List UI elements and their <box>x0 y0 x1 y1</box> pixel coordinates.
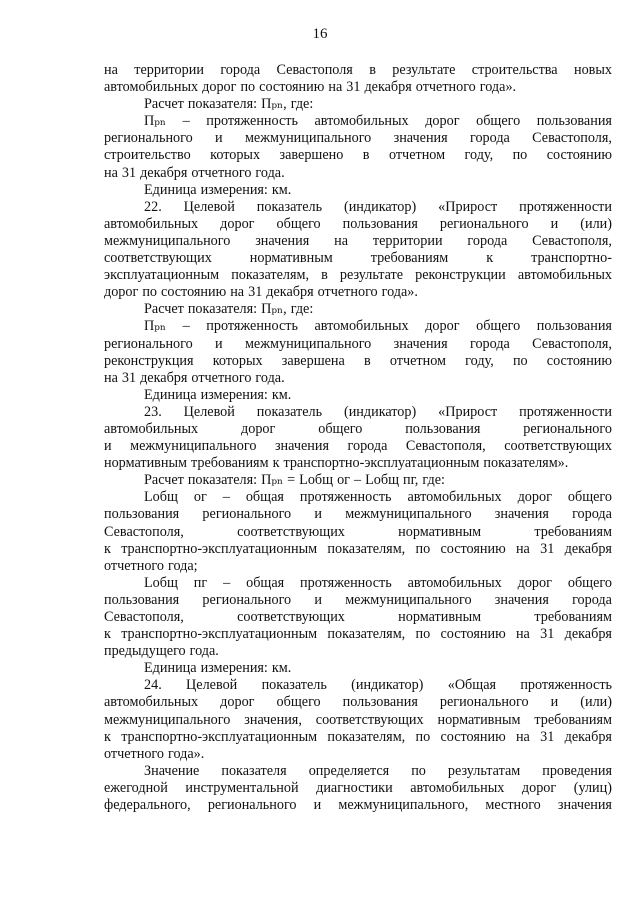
text-line: 24. Целевой показатель (индикатор) «Общая протяженность <box>144 677 612 694</box>
text-line: к транспортно-эксплуатационным показателям, по состоянию на 31 декабря <box>104 540 612 557</box>
text-line: Lобщ ог – общая протяженность автомобильных дорог общего <box>144 489 612 506</box>
text-line: отчетного года». <box>104 745 205 762</box>
text-line: реконструкция которых завершена в отчетном году, по состоянию <box>104 352 612 369</box>
text-line: к транспортно-эксплуатационным показателям, по состоянию на 31 декабря <box>104 626 612 643</box>
text-line: на 31 декабря отчетного года. <box>104 369 285 386</box>
text-line: автомобильных дорог общего пользования регионального и (или) <box>104 694 612 711</box>
text-line: Lобщ пг – общая протяженность автомобильных дорог общего <box>144 574 612 591</box>
text-line: ежегодной инструментальной диагностики автомобильных дорог (улиц) <box>104 779 612 796</box>
text-line: автомобильных дорог общего пользования регионального и (или) <box>104 215 612 232</box>
text-line: Единица измерения: км. <box>144 386 292 403</box>
text-line: Пₚₙ – протяженность автомобильных дорог общего пользования <box>144 318 612 335</box>
text-line: Значение показателя определяется по результатам проведения <box>144 762 612 779</box>
text-line: и межмуниципального значения города Севастополя, соответствующих <box>104 438 612 455</box>
page-number: 16 <box>312 26 328 42</box>
text-line: регионального и межмуниципального значения города Севастополя, <box>104 130 612 147</box>
text-line: пользования регионального и межмуниципального значения города <box>104 506 612 523</box>
text-line: эксплуатационным показателям, в результате реконструкции автомобильных <box>104 267 612 284</box>
text-line: Севастополя, соответствующих нормативным требованиям <box>104 523 612 540</box>
text-line: Пₚₙ – протяженность автомобильных дорог общего пользования <box>144 113 612 130</box>
text-line: автомобильных дорог по состоянию на 31 декабря отчетного года». <box>104 79 517 96</box>
text-line: Расчет показателя: Пₚₙ = Lобщ ог – Lобщ пг, где: <box>144 472 445 489</box>
text-line: Расчет показателя: Пₚₙ, где: <box>144 301 314 318</box>
document-body <box>104 62 612 814</box>
text-line: нормативным требованиям к транспортно-эксплуатационным показателям». <box>104 455 569 472</box>
text-line: соответствующих нормативным требованиям к транспортно- <box>104 250 612 267</box>
text-line: Севастополя, соответствующих нормативным требованиям <box>104 609 612 625</box>
text-line: на территории города Севастополя в результате строительства новых <box>104 62 612 78</box>
text-line: предыдущего года. <box>104 643 219 660</box>
text-line: строительство которых завершено в отчетном году, по состоянию <box>104 147 612 164</box>
text-line: автомобильных дорог общего пользования регионального <box>104 420 612 437</box>
text-line: федерального, регионального и межмуниципального, местного значения <box>104 797 612 814</box>
text-line: 22. Целевой показатель (индикатор) «Прирост протяженности <box>144 198 612 215</box>
text-line: Единица измерения: км. <box>144 660 292 677</box>
text-line: отчетного года; <box>104 557 198 574</box>
text-line: дорог по состоянию на 31 декабря отчетного года». <box>104 284 418 301</box>
text-line: Расчет показателя: Пₚₙ, где: <box>144 96 314 113</box>
text-line: 23. Целевой показатель (индикатор) «Прирост протяженности <box>144 403 612 420</box>
text-line: регионального и межмуниципального значения города Севастополя, <box>104 335 612 352</box>
text-line: межмуниципального значения, соответствующих нормативным требованиям <box>104 711 612 728</box>
text-line: на 31 декабря отчетного года. <box>104 164 285 181</box>
text-line: межмуниципального значения на территории города Севастополя, <box>104 232 612 249</box>
text-line: Единица измерения: км. <box>144 181 292 198</box>
text-line: к транспортно-эксплуатационным показателям, по состоянию на 31 декабря <box>104 728 612 745</box>
text-line: пользования регионального и межмуниципального значения города <box>104 591 612 608</box>
